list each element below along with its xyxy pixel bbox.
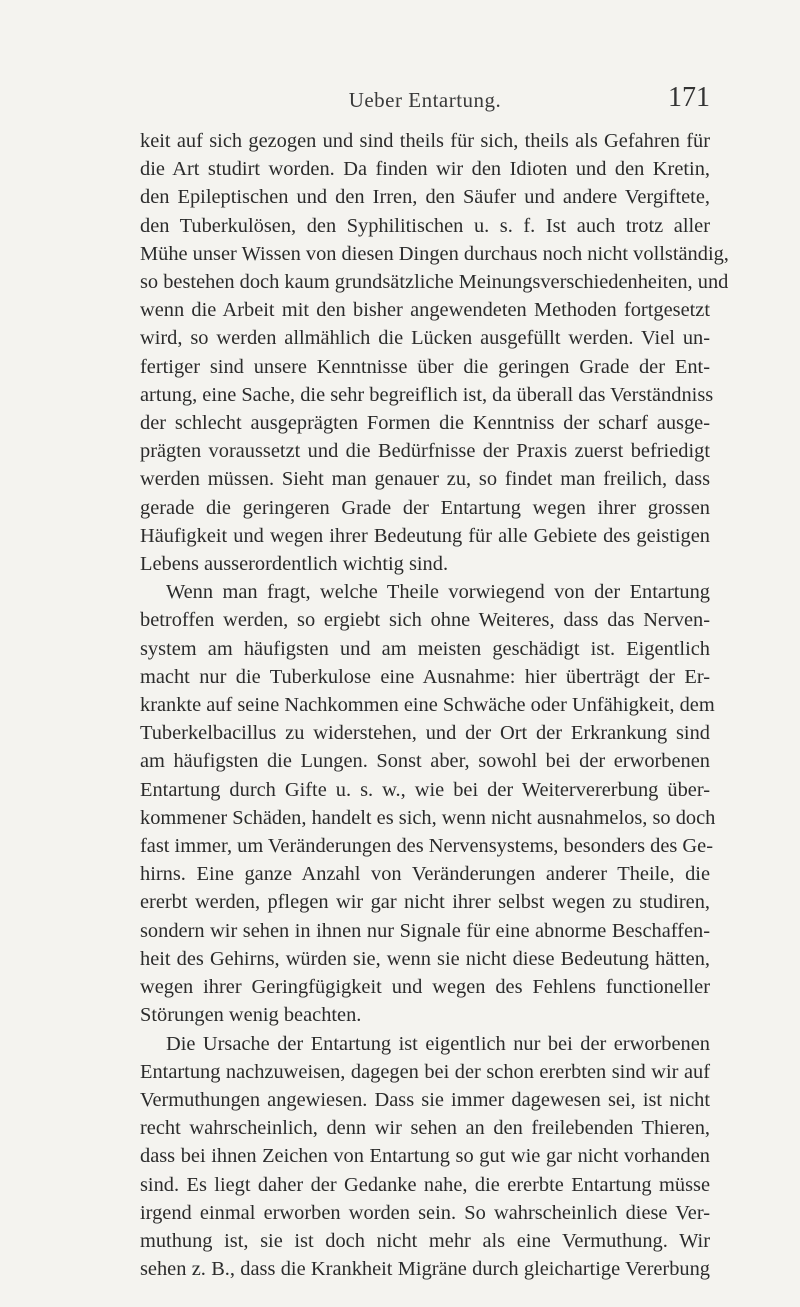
body-text [140,127,729,1283]
text-line: Die Ursache der Entartung ist eigentlich nur bei der erworbenen [166,1032,710,1055]
text-line: prägten voraussetzt und die Bedürfnisse der Praxis zuerst befriedigt [140,440,710,463]
text-line: dass bei ihnen Zeichen von Entartung so gut wie gar nicht vorhanden [140,1145,710,1168]
text-line: system am häufigsten und am meisten geschädigt ist. Eigentlich [140,637,710,660]
text-line: ererbt werden, pflegen wir gar nicht ihrer selbst wegen zu studiren, [140,891,710,914]
text-line: Entartung durch Gifte u. s. w., wie bei der Weitervererbung über- [140,778,710,801]
text-line: Häufigkeit und wegen ihrer Bedeutung für alle Gebiete des geistigen [140,524,710,547]
text-line: recht wahrscheinlich, denn wir sehen an den freilebenden Thieren, [140,1117,710,1140]
text-line: Störungen wenig beachten. [140,1004,362,1027]
text-line: sind. Es liegt daher der Gedanke nahe, die ererbte Entartung müsse [140,1173,710,1196]
text-line: am häufigsten die Lungen. Sonst aber, sowohl bei der erworbenen [140,750,710,773]
text-line: krankte auf seine Nachkommen eine Schwäche oder Unfähigkeit, dem [140,694,715,717]
text-line: fast immer, um Veränderungen des Nervensystems, besonders des Ge- [140,835,713,858]
text-line: den Epileptischen und den Irren, den Säufer und andere Vergiftete, [140,186,710,209]
text-line: hirns. Eine ganze Anzahl von Veränderungen anderer Theile, die [140,863,710,886]
text-line: artung, eine Sache, die sehr begreiflich ist, da überall das Verständniss [140,383,714,406]
text-line: heit des Gehirns, würden sie, wenn sie nicht diese Bedeutung hätten, [140,947,710,970]
text-line: werden müssen. Sieht man genauer zu, so findet man freilich, dass [140,468,710,491]
running-title: Ueber Entartung. [348,88,502,112]
page-number: 171 [668,82,710,113]
text-line: sondern wir sehen in ihnen nur Signale für eine abnorme Beschaffen- [140,919,710,942]
text-line: Entartung nachzuweisen, dagegen bei der schon ererbten sind wir auf [140,1060,710,1083]
text-line: wird, so werden allmählich die Lücken ausgefüllt werden. Viel un- [140,327,710,350]
text-line: gerade die geringeren Grade der Entartung wegen ihrer grossen [140,496,710,519]
text-line: keit auf sich gezogen und sind theils für sich, theils als Gefahren für [140,130,710,152]
paragraph [140,127,729,578]
text-line: den Tuberkulösen, den Syphilitischen u. s. f. Ist auch trotz aller [140,214,710,237]
paragraph [140,1030,710,1284]
text-line: sehen z. B., dass die Krankheit Migräne durch gleichartige Vererbung [140,1258,710,1281]
text-line: betroffen werden, so ergiebt sich ohne Weiteres, dass das Nerven- [140,609,710,632]
text-line: Mühe unser Wissen von diesen Dingen durchaus noch nicht vollständig, [140,242,729,265]
text-line: die Art studirt worden. Da finden wir den Idioten und den Kretin, [140,158,710,181]
text-line: macht nur die Tuberkulose eine Ausnahme: hier überträgt der Er- [140,665,710,688]
text-line: so bestehen doch kaum grundsätzliche Meinungsverschiedenheiten, und [140,271,729,294]
text-line: Lebens ausserordentlich wichtig sind. [140,553,449,576]
text-line: der schlecht ausgeprägten Formen die Kenntniss der scharf ausge- [140,412,710,435]
text-line: muthung ist, sie ist doch nicht mehr als eine Vermuthung. Wir [140,1229,710,1252]
text-line: wegen ihrer Geringfügigkeit und wegen des Fehlens functioneller [140,976,710,999]
text-line: Tuberkelbacillus zu widerstehen, und der Ort der Erkrankung sind [140,722,710,745]
paragraph [140,578,716,1029]
text-line: kommener Schäden, handelt es sich, wenn nicht ausnahmelos, so doch [140,806,716,829]
text-line: Wenn man fragt, welche Theile vorwiegend von der Entartung [166,581,710,604]
text-line: irgend einmal erworben worden sein. So wahrscheinlich diese Ver- [140,1201,710,1224]
text-line: fertiger sind unsere Kenntnisse über die geringen Grade der Ent- [140,355,710,378]
text-line: wenn die Arbeit mit den bisher angewendeten Methoden fortgesetzt [140,299,710,322]
text-line: Vermuthungen angewiesen. Dass sie immer dagewesen sei, ist nicht [140,1088,710,1111]
running-head [140,82,710,122]
